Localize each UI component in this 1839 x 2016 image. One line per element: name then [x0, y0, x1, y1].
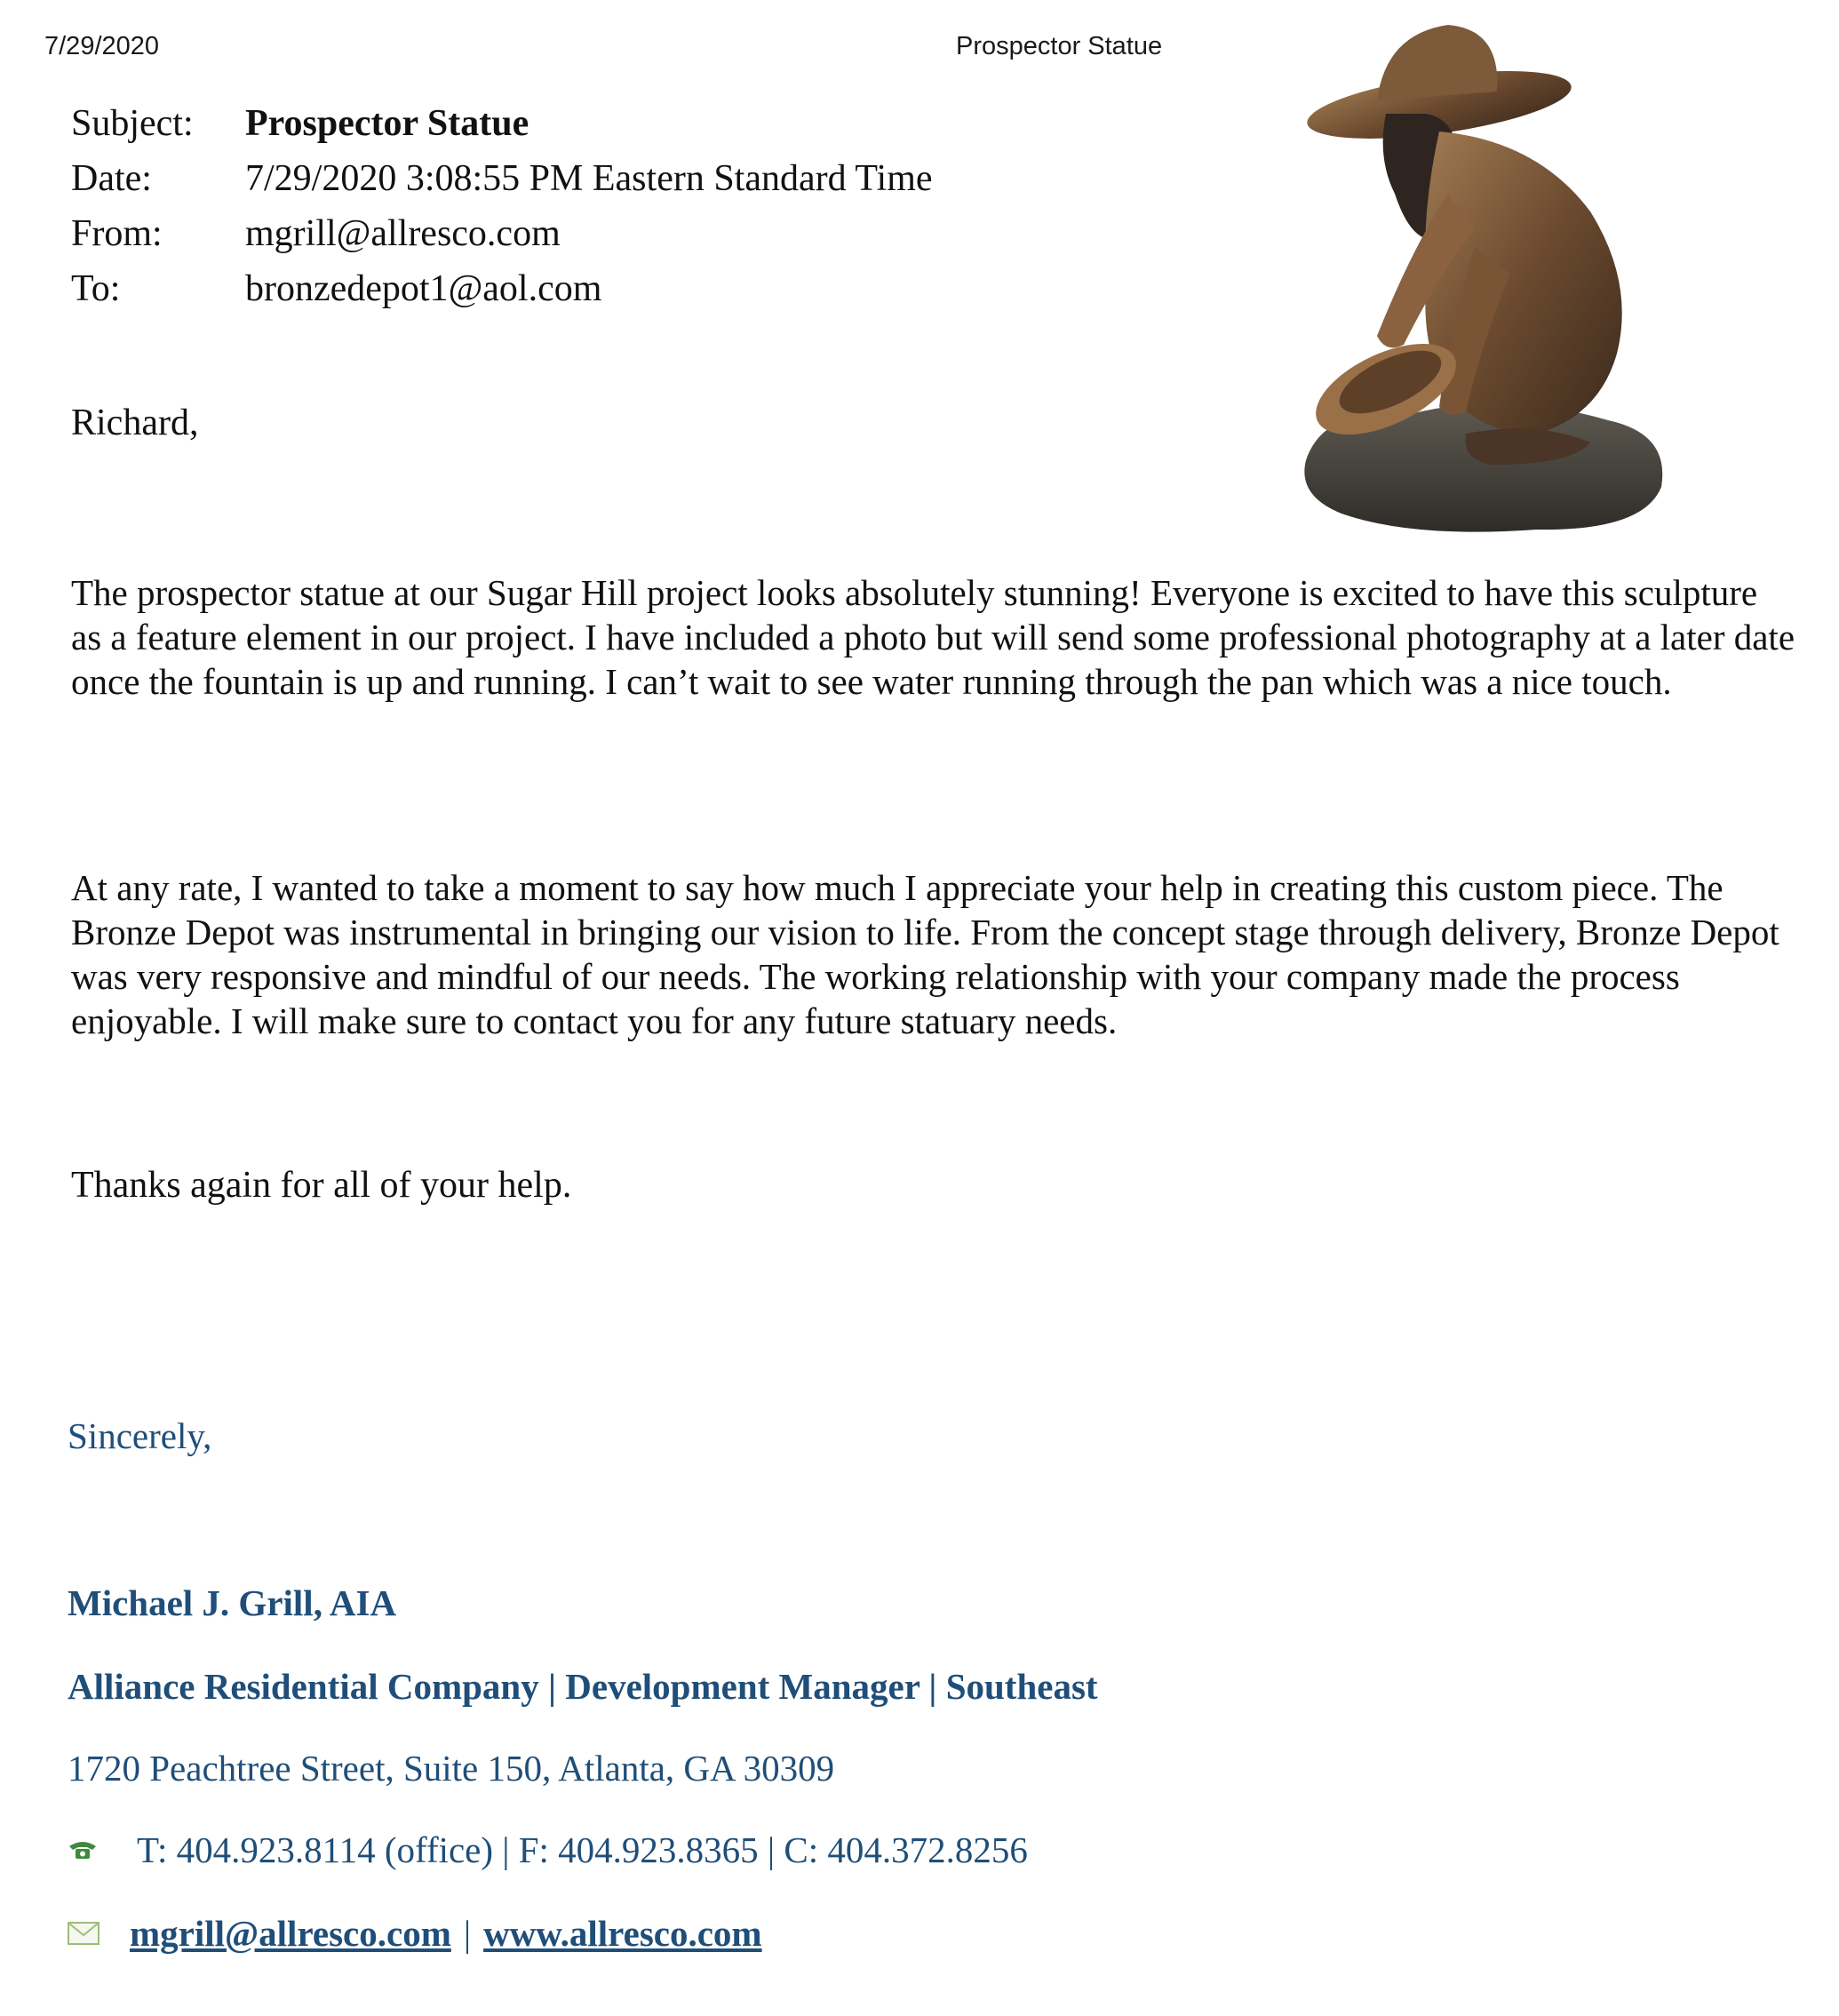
- mail-icon: [68, 1922, 100, 1945]
- email-link[interactable]: mgrill@allresco.com: [130, 1913, 451, 1954]
- website-link[interactable]: www.allresco.com: [483, 1913, 762, 1954]
- from-value: mgrill@allresco.com: [245, 213, 561, 254]
- date-row: [71, 151, 933, 206]
- from-label: From:: [71, 213, 163, 254]
- body-paragraph-2: At any rate, I wanted to take a moment to say how much I appreciate your help in creating this custom piece. The Bronze Depot was instrumental in bringing our vision to life. From the concept stage through delivery, Bronze Depot was very responsive and mindful of our needs. The working relationship with your company made the process enjoyable. I will make sure to contact you for any future statuary needs.: [71, 867, 1779, 1041]
- date-label: Date:: [71, 158, 152, 199]
- subject-label: Subject:: [71, 103, 194, 144]
- signature-phones: T: 404.923.8114 (office) | F: 404.923.8365 | C: 404.372.8256: [137, 1829, 1028, 1870]
- from-row: [71, 206, 933, 261]
- prospector-statue-photo: [1270, 16, 1697, 540]
- subject-row: [71, 96, 933, 151]
- to-label: To:: [71, 268, 121, 309]
- link-separator: |: [463, 1913, 472, 1954]
- date-value: 7/29/2020 3:08:55 PM Eastern Standard Time: [245, 158, 933, 199]
- subject-value: Prospector Statue: [245, 103, 529, 144]
- signature-name: Michael J. Grill, AIA: [68, 1582, 397, 1623]
- body-paragraph-1: The prospector statue at our Sugar Hill project looks absolutely stunning! Everyone is excited to have this sculpture as a feature element in our project. I have included a photo but will send some professional photography at a later date once the fountain is up and running. I can’t wait to see water running through the pan which was a nice touch.: [71, 572, 1795, 702]
- to-value: bronzedepot1@aol.com: [245, 268, 602, 309]
- signature-links-row: [68, 1912, 762, 1955]
- thanks-line: Thanks again for all of your help.: [71, 1165, 572, 1206]
- phone-icon: [68, 1839, 98, 1861]
- greeting: Richard,: [71, 402, 199, 443]
- print-header-title: Prospector Statue: [956, 32, 1163, 60]
- closing: Sincerely,: [68, 1415, 212, 1456]
- print-header-date: 7/29/2020: [44, 32, 160, 60]
- to-row: [71, 261, 933, 316]
- signature-company: Alliance Residential Company | Development Manager | Southeast: [68, 1666, 1098, 1707]
- email-headers: [71, 96, 933, 316]
- signature-address: 1720 Peachtree Street, Suite 150, Atlanta, GA 30309: [68, 1748, 835, 1789]
- signature-phone-row: [68, 1829, 1028, 1871]
